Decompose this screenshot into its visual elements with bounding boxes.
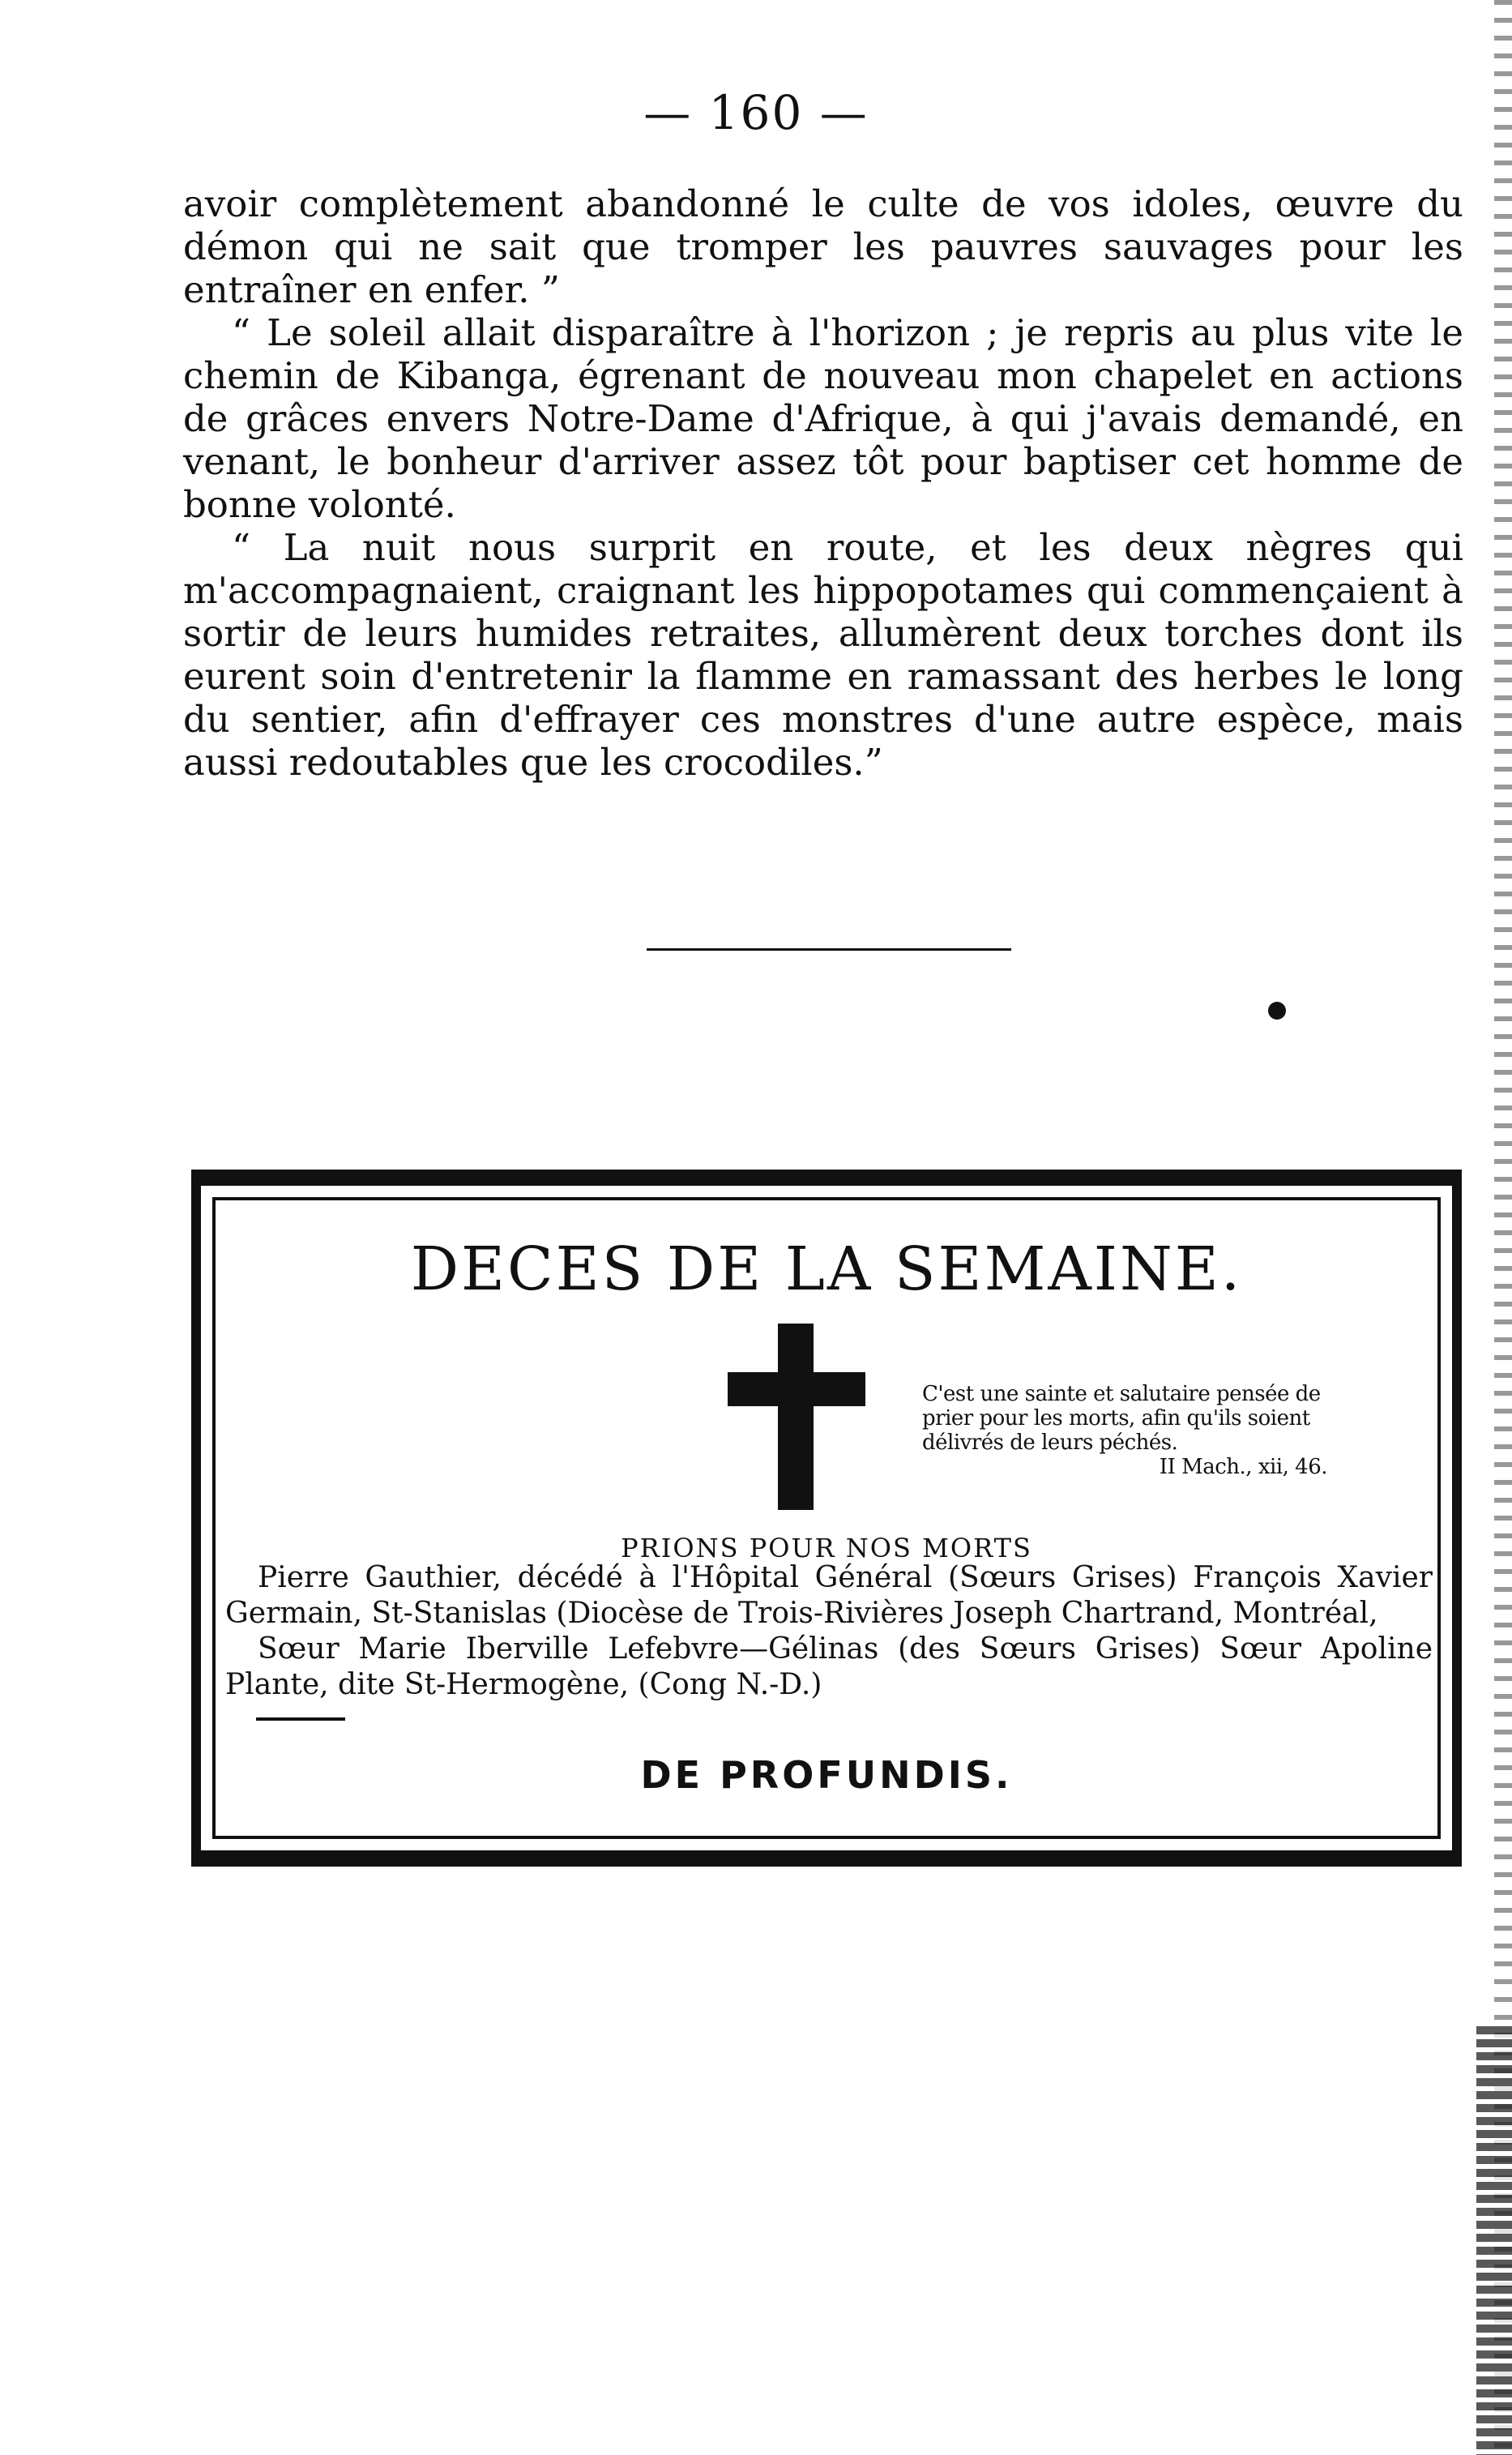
scripture-quote [922, 1382, 1424, 1479]
separator-rule [647, 948, 1011, 951]
page-number: — 160 — [643, 85, 869, 140]
notice-title: DECES DE LA SEMAINE. [410, 1234, 1243, 1304]
death-entry: Sœur Marie Iberville Lefebvre—Gélinas (des Sœurs Grises) Sœur Apoline Plante, dite St-Hermogène, (Cong N.-D.) [225, 1632, 1433, 1701]
quote-line: C'est une sainte et salutaire pensée de [922, 1382, 1321, 1406]
page-edge-shadow-bottom [1476, 2026, 1512, 2455]
quote-line: délivrés de leurs péchés. [922, 1431, 1178, 1455]
cross-horizontal-bar [728, 1372, 865, 1406]
de-profundis: DE PROFUNDIS. [640, 1753, 1013, 1797]
death-list [225, 1560, 1433, 1703]
prayer-heading: PRIONS POUR NOS MORTS [621, 1533, 1032, 1563]
quote-line: prier pour les morts, afin qu'ils soient [922, 1406, 1310, 1431]
body-text [183, 182, 1463, 784]
paragraph: “ Le soleil allait disparaître à l'horizon ; je repris au plus vite le chemin de Kibanga, égrenant de nouveau mon chapelet en actions de grâces envers Notre-Dame d'Afrique, à qui j'avais demandé, en venant, le bonheur d'arriver assez tôt pour baptiser cet homme de bonne volonté. [183, 311, 1463, 526]
short-rule [256, 1717, 345, 1721]
paragraph: avoir complètement abandonné le culte de vos idoles, œuvre du démon qui ne sait que tromper les pauvres sauvages pour les entraîner en enfer. ” [183, 182, 1463, 311]
cross-vertical-bar [778, 1324, 814, 1510]
cross-icon [728, 1324, 865, 1510]
quote-reference: II Mach., xii, 46. [1159, 1455, 1327, 1479]
ink-dot [1268, 1002, 1286, 1020]
paragraph: “ La nuit nous surprit en route, et les deux nègres qui m'accompagnaient, craignant les hippopotames qui commençaient à sortir de leurs humides retraites, allumèrent deux torches dont ils eurent soin d'entretenir la flamme en ramassant des herbes le long du sentier, afin d'effrayer ces monstres d'une autre espèce, mais aussi redoutables que les crocodiles.” [183, 526, 1463, 784]
death-entry: Pierre Gauthier, décédé à l'Hôpital Général (Sœurs Grises) François Xavier Germain, St-Stanislas (Diocèse de Trois-Rivières Joseph Chartrand, Montréal, [225, 1561, 1433, 1630]
obituary-notice [191, 1170, 1462, 1867]
